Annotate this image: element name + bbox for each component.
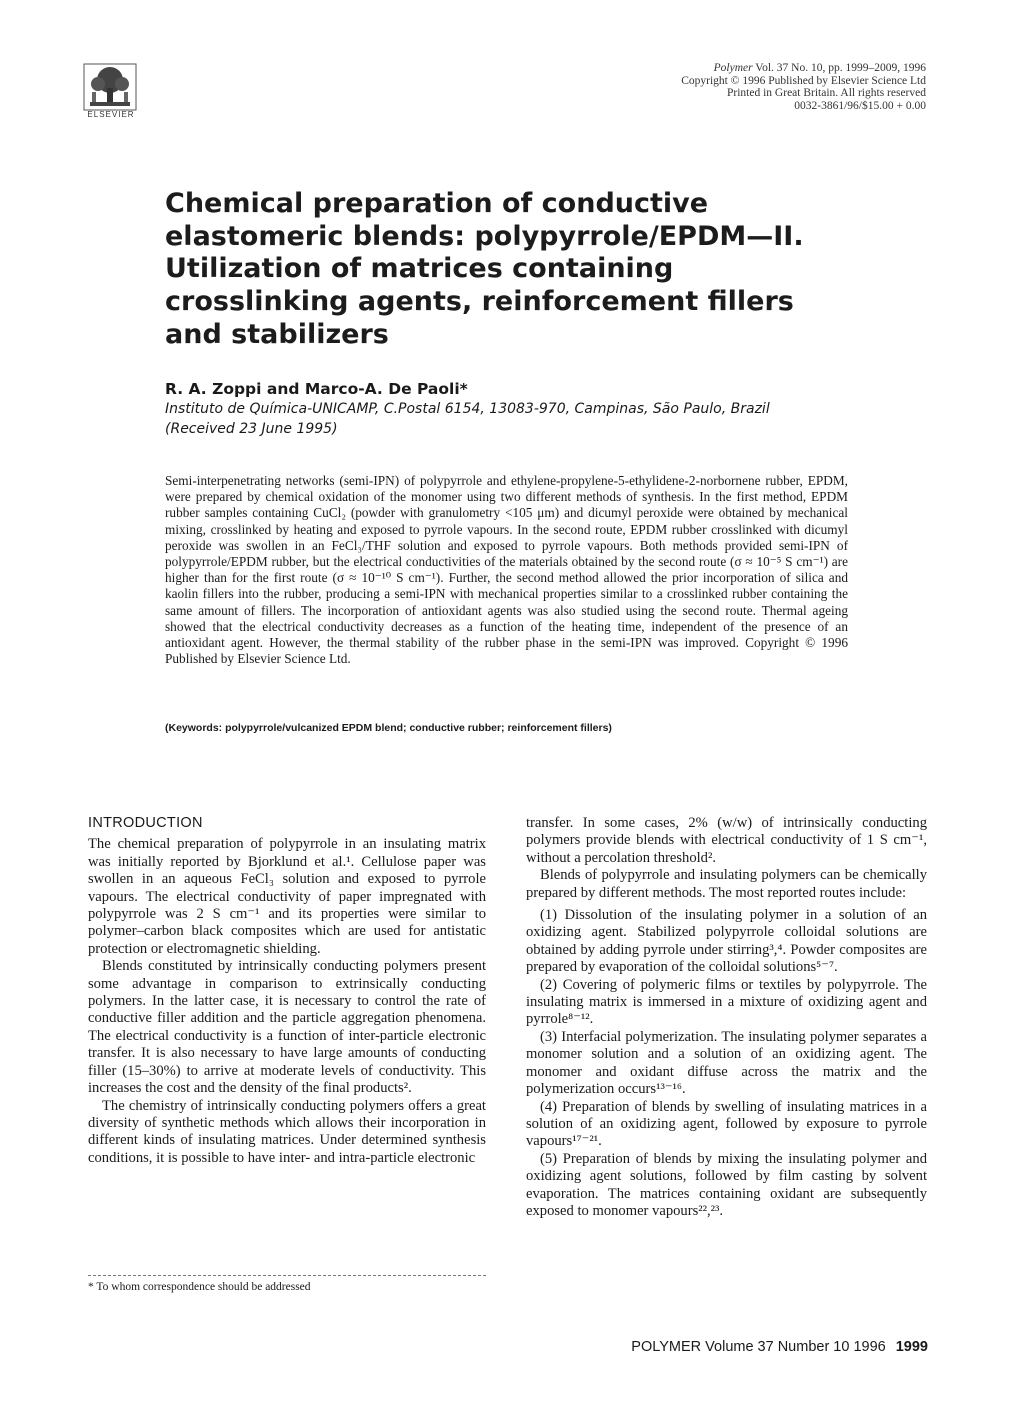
- page-number: 1999: [895, 1339, 928, 1355]
- received-date: (Received 23 June 1995): [165, 421, 338, 437]
- paragraph: Blends of polypyrrole and insulating polymers can be chemically prepared by different methods. The most reported routes include:: [526, 867, 927, 901]
- list-item: (3) Interfacial polymerization. The insulating polymer separates a monomer solution and a solution of an oxidizing agent. The monomer and oxidant diffuse across the matrix and the polymerization occurs¹³⁻¹⁶.: [526, 1028, 927, 1098]
- abstract: Semi-interpenetrating networks (semi-IPN) of polypyrrole and ethylene-propylene-5-ethylidene-2-norbornene rubber, EPDM, were prepared by chemical oxidation of the monomer using two different methods of synthesis. In the first method, EPDM rubber samples containing CuCl₂ (powder with granulometry <105 μm) and dicumyl peroxide were obtained by mechanical mixing, crosslinked by heating and exposed to pyrrole vapours. In the second route, EPDM rubber crosslinked with dicumyl peroxide was swollen in an FeCl₃/THF solution and exposed to pyrrole vapours. Both methods provided semi-IPN of polypyrrole/EPDM rubber, but the electrical conductivities of the materials obtained by the second route (σ ≈ 10⁻⁵ S cm⁻¹) are higher than for the first route (σ ≈ 10⁻¹⁰ S cm⁻¹). Further, the second method allowed the prior incorporation of silica and kaolin fillers into the rubber, producing a semi-IPN with mechanical properties similar to a crosslinked rubber containing the same amount of fillers. The incorporation of antioxidant agents was also studied using the second route. Thermal ageing showed that the electrical conductivity decreases as a function of the heating time, independent of the presence of an antioxidant agent. However, the thermal stability of the rubber phase in the semi-IPN was improved. Copyright © 1996 Published by Elsevier Science Ltd.: [165, 473, 848, 667]
- publisher-logo-label: ELSEVIER: [87, 110, 135, 119]
- rights-line: Printed in Great Britain. All rights reserved: [727, 87, 926, 100]
- list-item: (5) Preparation of blends by mixing the insulating polymer and oxidizing agent solutions, followed by film casting by solvent evaporation. The matrices containing oxidant are subsequently exposed to monomer vapours²²,²³.: [526, 1150, 927, 1219]
- authors: R. A. Zoppi and Marco-A. De Paoli*: [165, 380, 468, 398]
- list-item: (4) Preparation of blends by swelling of insulating matrices in a solution of an oxidizing agent, followed by exposure to pyrrole vapours¹⁷⁻²¹.: [526, 1098, 927, 1150]
- journal-name: Polymer: [713, 62, 753, 74]
- keywords: (Keywords: polypyrrole/vulcanized EPDM blend; conductive rubber; reinforcement fillers): [165, 722, 612, 734]
- title-line: Utilization of matrices containing: [165, 253, 674, 285]
- left-column: [88, 815, 486, 1167]
- footnote: * To whom correspondence should be addressed: [88, 1281, 311, 1293]
- copyright-line: Copyright © 1996 Published by Elsevier Science Ltd: [681, 74, 926, 87]
- title-line: elastomeric blends: polypyrrole/EPDM—II.: [165, 220, 804, 252]
- paragraph: The chemical preparation of polypyrrole in an insulating matrix was initially reported by Bjorklund et al.¹. Cellulose paper was swollen in an aqueous FeCl₃ solution and exposed to pyrrole vapours. The electrical conductivity of paper impregnated with polypyrrole was 2 S cm⁻¹ and its properties were similar to polymer–carbon black composites which are used for antistatic protection or electromagnetic shielding.: [88, 836, 486, 957]
- title-line: crosslinking agents, reinforcement fillers: [165, 286, 794, 318]
- journal-volume: Vol. 37 No. 10, pp. 1999–2009, 1996: [752, 62, 926, 74]
- title-line: and stabilizers: [165, 318, 389, 350]
- journal-info: [681, 62, 926, 112]
- page-footer: [631, 1339, 928, 1355]
- list-item: (1) Dissolution of the insulating polymer in a solution of an oxidizing agent. Stabilized polypyrrole colloidal solutions are obtained by adding pyrrole under stirring³,⁴. Powder composites are prepared by evaporation of the colloidal solutions⁵⁻⁷.: [526, 907, 927, 976]
- affiliation-block: [165, 399, 885, 439]
- paragraph: transfer. In some cases, 2% (w/w) of intrinsically conducting polymers provide blends with electrical conductivity of 1 S cm⁻¹, without a percolation threshold².: [526, 815, 927, 866]
- tree-logo-icon: [82, 62, 138, 112]
- affiliation: Instituto de Química-UNICAMP, C.Postal 6154, 13083-970, Campinas, São Paulo, Brazil: [165, 401, 770, 417]
- right-column: [526, 815, 927, 1220]
- title-line: Chemical preparation of conductive: [165, 188, 709, 219]
- issn-line: 0032-3861/96/$15.00 + 0.00: [794, 99, 926, 112]
- article-title: [165, 188, 885, 352]
- footnote-rule: [88, 1275, 486, 1276]
- footer-journal: POLYMER Volume 37 Number 10 1996: [631, 1339, 886, 1355]
- paragraph: Blends constituted by intrinsically conducting polymers present some advantage in comparison to extrinsically conducting polymers. In the latter case, it is necessary to control the rate of conductive filler addition and the particle aggregation phenomena. The electrical conductivity is a function of inter-particle electronic transfer. It is also necessary to have large amounts of conducting filler (15–30%) to arrive at moderate levels of conductivity. This increases the cost and the density of the final products².: [88, 958, 486, 1097]
- paragraph: The chemistry of intrinsically conducting polymers offers a great diversity of synthetic methods which allows their incorporation in different kinds of insulating matrices. Under determined synthesis conditions, it is possible to have inter- and intra-particle electronic: [88, 1097, 486, 1166]
- section-heading: INTRODUCTION: [88, 815, 203, 831]
- list-item: (2) Covering of polymeric films or textiles by polypyrrole. The insulating matrix is immersed in a mixture of oxidizing agent and pyrrole⁸⁻¹².: [526, 976, 927, 1028]
